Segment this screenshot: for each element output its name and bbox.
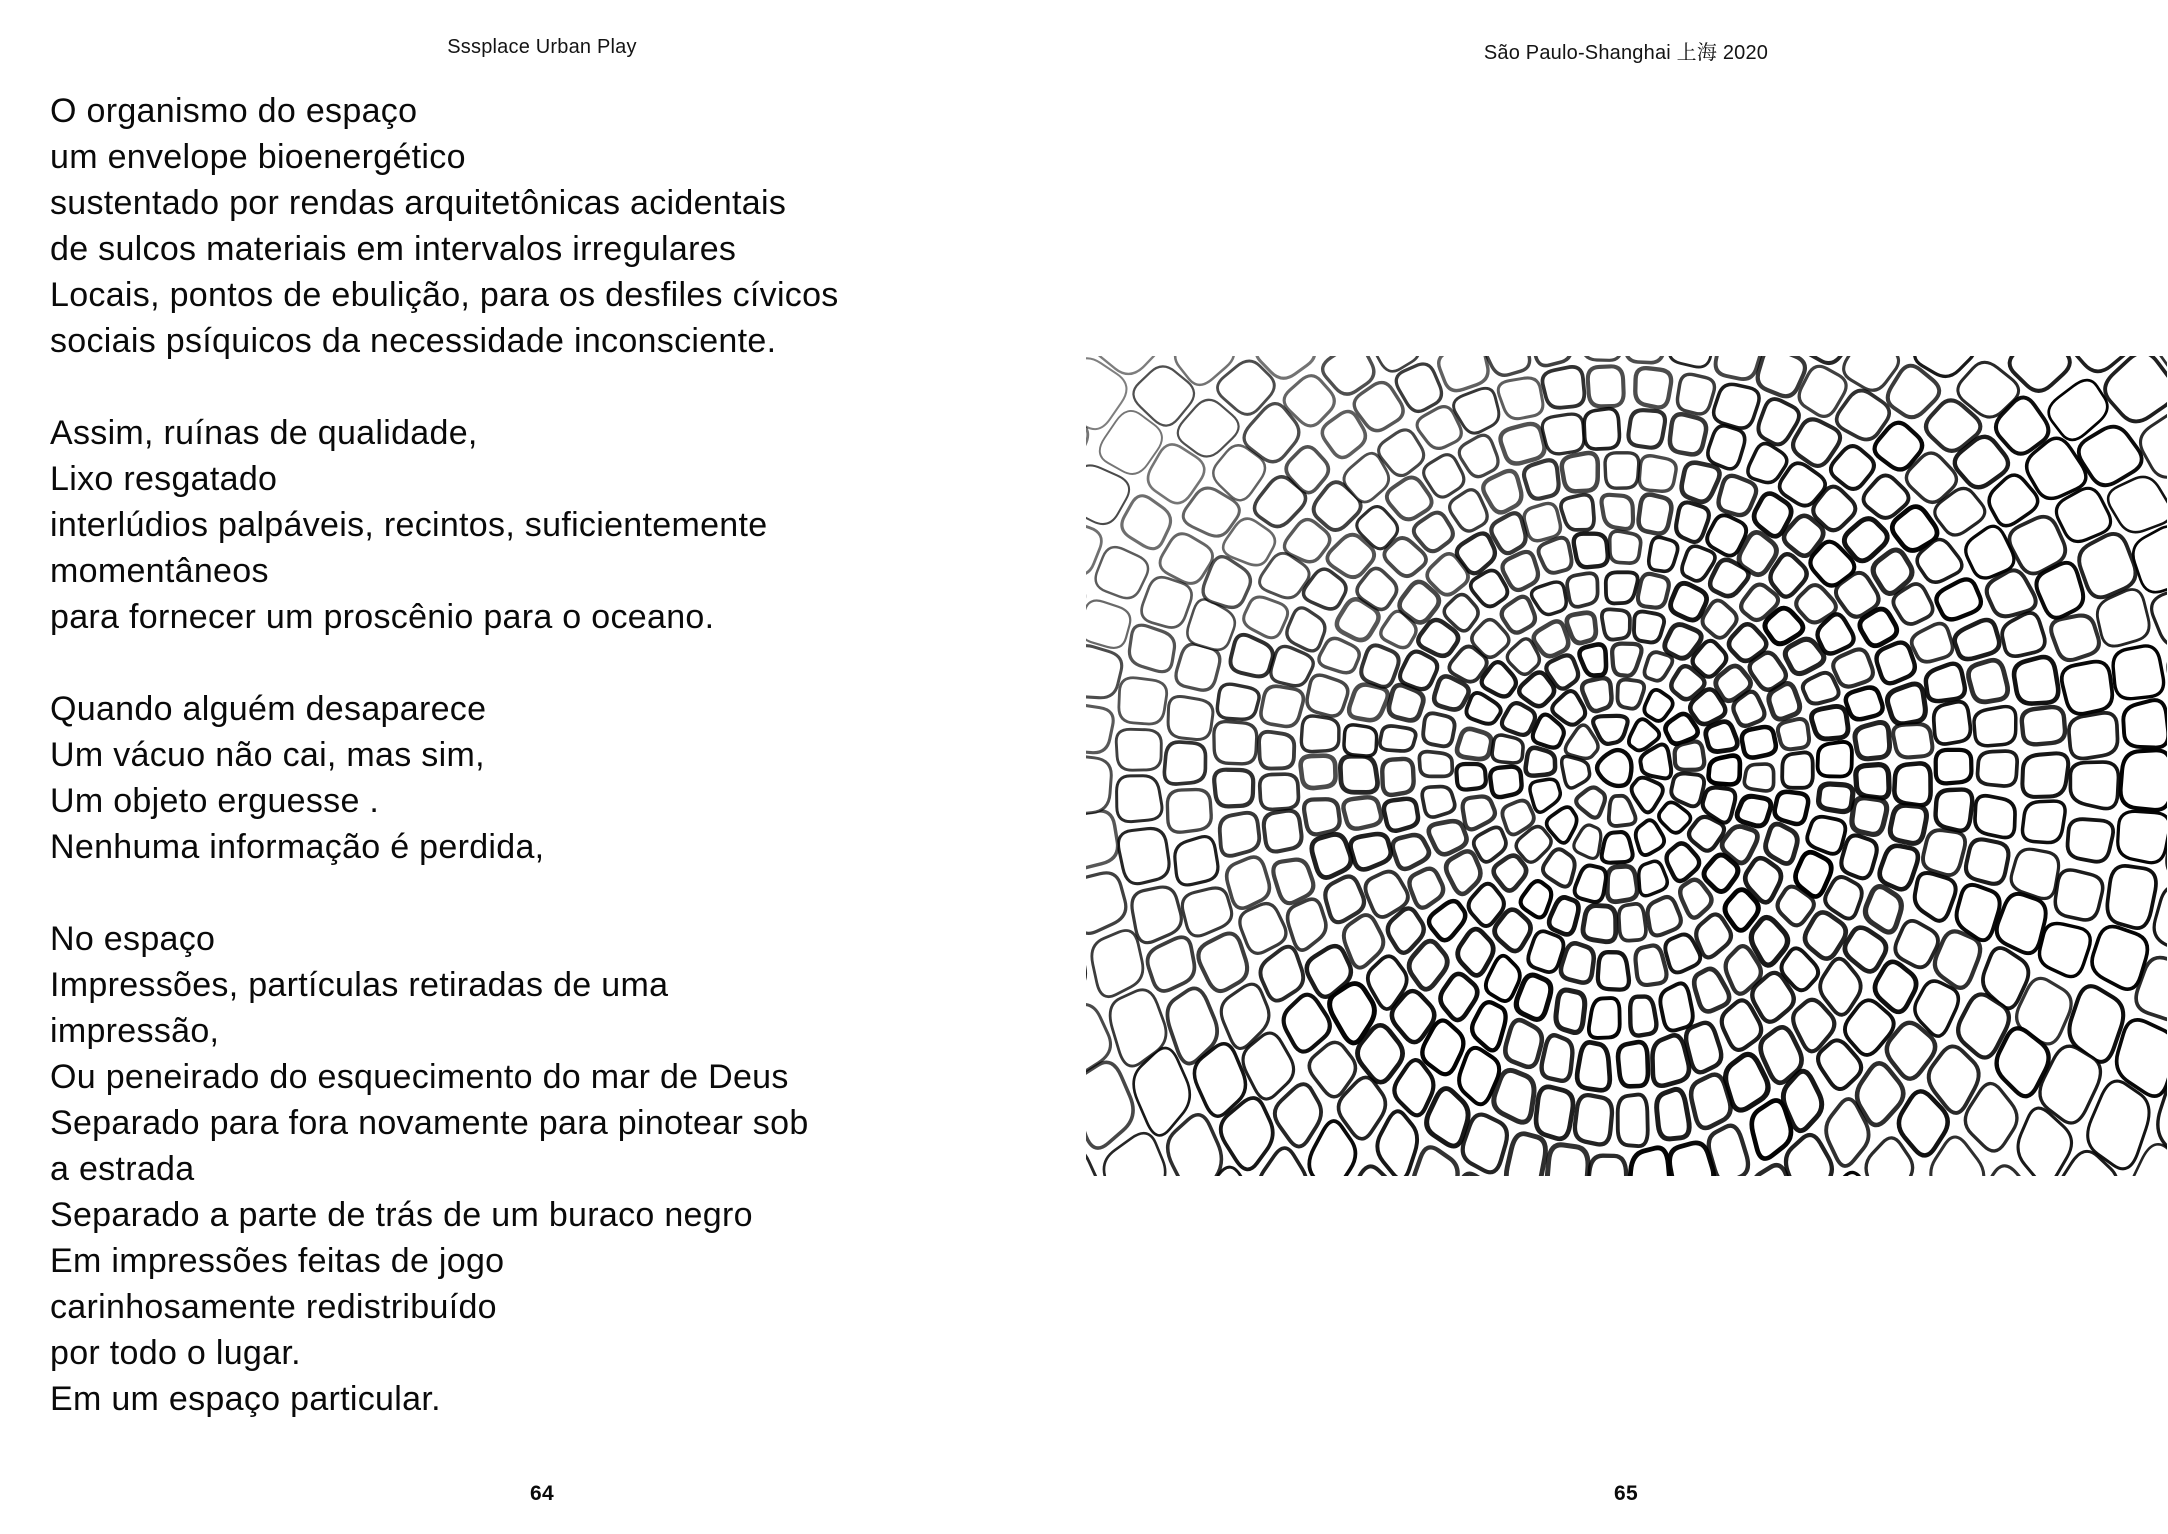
poem-stanza [50,88,1060,364]
page-right [1084,0,2168,1534]
poem-line: O organismo do espaço [50,92,418,130]
poem-line: Nenhuma informação é perdida, [50,828,545,866]
poem-line: Quando alguém desaparece [50,690,487,728]
poem-line: No espaço [50,920,216,958]
page-number-left: 64 [530,1482,554,1505]
poem-line: Separado para fora novamente para pinotear sob [50,1104,809,1142]
running-head-right: São Paulo-Shanghai 上海 2020 [1483,42,1769,64]
poem-line: interlúdios palpáveis, recintos, suficientemente [50,506,768,544]
poem-line: sociais psíquicos da necessidade inconsciente. [50,322,777,360]
poem-line: Um objeto erguesse . [50,782,380,820]
poem-line: a estrada [50,1150,195,1188]
poem-line: Assim, ruínas de qualidade, [50,414,478,452]
poem-line: carinhosamente redistribuído [50,1288,497,1326]
poem-line: Impressões, partículas retiradas de uma [50,966,669,1004]
poem-stanza [50,410,1060,640]
poem-line: Ou peneirado do esquecimento do mar de Deus [50,1058,789,1096]
poem-line: impressão, [50,1012,220,1050]
cobblestone-illustration [1086,356,2167,1176]
running-head-left: Sssplace Urban Play [447,36,637,58]
poem-line: um envelope bioenergético [50,138,466,176]
poem-line: Um vácuo não cai, mas sim, [50,736,485,774]
poem-line: para fornecer um proscênio para o oceano. [50,598,715,636]
poem-line: Locais, pontos de ebulição, para os desfiles cívicos [50,276,839,314]
poem-stanza [50,686,1060,870]
poem-line: Em impressões feitas de jogo [50,1242,505,1280]
page-number-right: 65 [1614,1482,1638,1505]
poem-line: Em um espaço particular. [50,1380,441,1418]
poem-line: Separado a parte de trás de um buraco negro [50,1196,753,1234]
poem-line: momentâneos [50,552,269,590]
poem-line: Lixo resgatado [50,460,278,498]
poem-line: sustentado por rendas arquitetônicas acidentais [50,184,787,222]
poem-stanza [50,916,1060,1422]
poem-line: por todo o lugar. [50,1334,301,1372]
poem [50,88,1060,1422]
poem-line: de sulcos materiais em intervalos irregulares [50,230,737,268]
